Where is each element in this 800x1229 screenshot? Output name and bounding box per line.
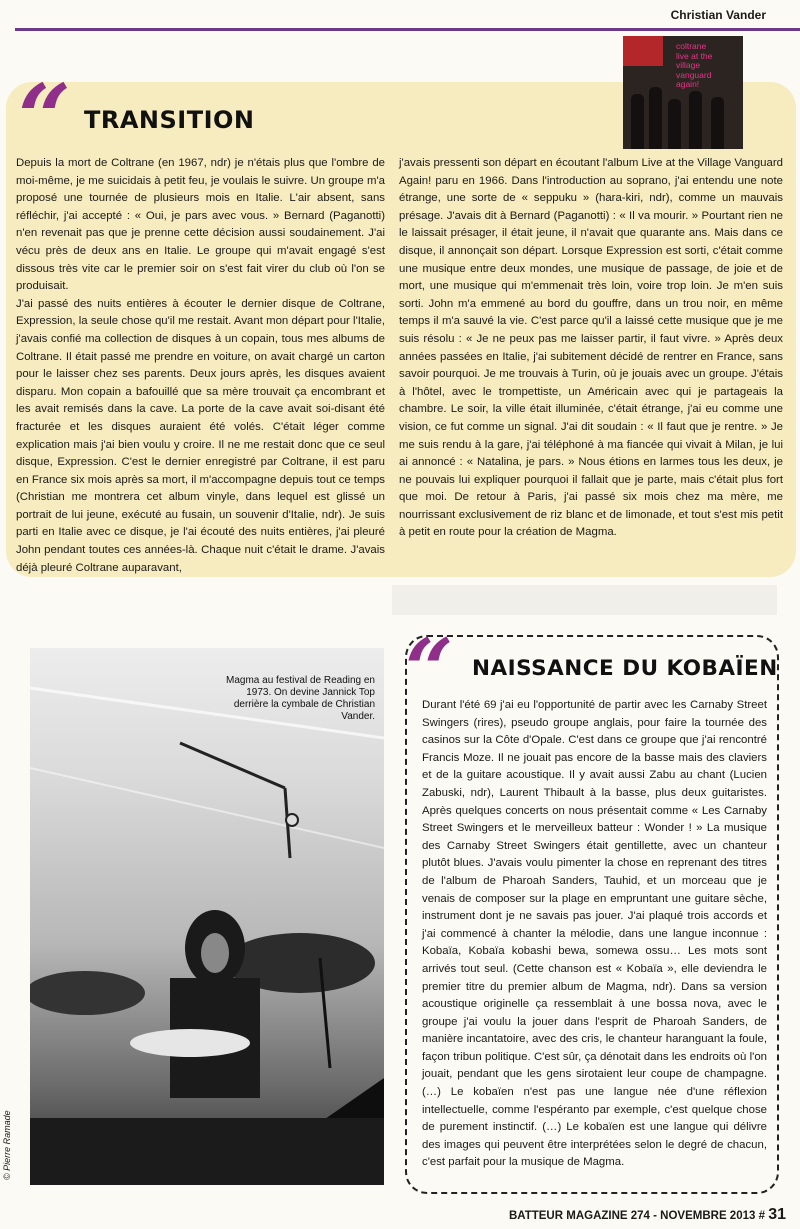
cover-red-block [623,36,663,66]
quote-mark-icon: “ [405,620,454,719]
article-column-1 [16,155,385,577]
photo-caption: Magma au festival de Reading en 1973. On devine Jannick Top derrière la cymbale de Christian Vander. [226,675,375,722]
concert-photo [30,648,384,1185]
header-rule [15,28,800,31]
section-title: TRANSITION [84,106,255,134]
section-title: NAISSANCE DU KOBAÏEN [472,656,778,681]
cover-line: vanguard [676,69,712,80]
magazine-issue: BATTEUR MAGAZINE 274 - NOVEMBRE 2013 # [508,1210,765,1222]
article-column-2 [399,155,783,542]
kobaien-text [422,697,767,1172]
photo-illustration [30,648,384,1185]
cover-figure [668,99,681,149]
paragraph: Durant l'été 69 j'ai eu l'opportunité de partir avec les Carnaby Street Swingers (rires), pseudo groupe anglais, pour faire la tournée des casinos sur la Côte d'Opale. C'est dans ce groupe que j'ai rencontré Francis Moze. Il ne jouait pas encore de la basse mais des claviers et de la guitare acoustique. Il y avait aussi Zabu au chant (Lucien Zabuski, ndr), Laurent Thibault à la basse, plus deux guitaristes. Après quelques concerts on nous présentait comme « Les Carnaby Street Swingers et le merveilleux batteur : Wonder ! » La musique des Carnaby Street Swingers était gentillette, avec un chanteur plutôt blues. J'avais voulu pimenter la chose en reprenant des titres de l'album de Pharoah Sanders, Tauhid, et un morceau que je venais de composer sur la plage en empruntant une guitare sèche, instrument dont je ne savais pas jouer. J'ai plaqué trois accords et j'ai commencé à chanter la mélodie, dans une langue inconnue : Kobaïa, Kobaïa kobashi bewa, somewa ossu… Les mots sont arrivés tout seul. (Cette chanson est « Kobaïa », elle deviendra le premier titre du premier album de Magma, ndr). Dans sa version acoustique originelle ça ressemblait à une bossa nova, avec le groupe j'ai voulu la jouer dans l'esprit de Pharoah Sanders, de manière incantatoire, avec des cris, le chanteur haranguant la foule, façon tribun politique. C'est sûr, ça dénotait dans les endroits où l'on jouait, pendant que les gens sirotaient leur coupe de champagne. (…) Le kobaïen n'est pas une langue née d'une réflexion intellectuelle, comme l'espéranto par exemple, c'est quelque chose de purement instinctif. (…) Le kobaïen est une langue qui délivre des images qui peuvent être interprétées selon le degré de chacun, c'est parfait pour la musique de Magma. [422,699,767,1169]
header-author: Christian Vander [670,8,766,22]
page-number: 31 [768,1206,786,1223]
cover-line: live at the [676,50,713,61]
cover-figure [689,91,702,149]
paragraph: Depuis la mort de Coltrane (en 1967, ndr) je n'étais plus que l'ombre de moi-même, je me suicidais à petit feu, je voulais le suivre. Un groupe m'a proposé une tournée de plusieurs mois en Italie. L'air absent, sans réfléchir, j'ai accepté : « Oui, je pars avec vous. » Bernard (Paganotti) n'en revenait pas que je prenne cette décision aussi soudainement. J'ai vécu près de deux ans en Italie. Le groupe qui m'avait engagé s'est dissous très vite car le premier soir on s'est fait virer du club où l'on se produisait. [16,157,385,293]
photo-credit: © Pierre Ramade [2,1110,12,1180]
faded-background-text [392,585,777,615]
paragraph: J'ai passé des nuits entières à écouter le dernier disque de Coltrane, Expression, la seule chose qu'il me restait. Avant mon départ pour l'Italie, j'avais confié ma collection de disques à un copain, tous mes albums de Coltrane. Il était passé me prendre en voiture, on avait chargé un carton pour le laisser chez ses parents. Deux jours après, les disques avaient disparu. Mon copain a bafouillé que sa mère trouvait ça encombrant et les avait remisés dans la cave. La porte de la cave avait soi-disant été fracturée et les disques auraient été volés. C'était léger comme explication mais j'ai bien voulu y croire. Il ne me restait donc que ce seul disque, Expression. C'est le dernier enregistré par Coltrane, il est paru en France six mois après sa mort, il m'accompagne depuis tout ce temps (Christian me montrera cet album vinyle, dans lequel est glissé un portrait de lui jeune, exécuté au fusain, un souvenir d'Italie, ndr). Je suis parti en Italie avec ce disque, je l'ai écouté des nuits entières, j'ai pleuré John pendant toutes ces années-là. Chaque nuit c'était le drame. J'avais déjà pleuré Coltrane auparavant, [16,297,385,574]
cover-line: again! [676,79,700,89]
cover-line: coltrane [676,41,707,51]
quote-mark-icon: “ [18,64,71,172]
page-footer [509,1206,786,1224]
cover-figure [649,87,662,149]
cover-title [676,42,712,90]
cover-figure [631,94,644,149]
cover-line: village [676,60,701,70]
cover-figure [711,97,724,149]
paragraph: j'avais pressenti son départ en écoutant l'album Live at the Village Vanguard Again! paru en 1966. Dans l'introduction au soprano, j'ai entendu une note étrange, une sorte de « seppuku » (hara-kiri, ndr), comme un mauvais présage. J'avais dit à Bernard (Paganotti) : « Il va mourir. » Pourtant rien ne le laissait présager, il était jeune, il n'avait que quarante ans. Mais dans ce disque, il annonçait son départ. Lorsque Expression est sorti, c'était comme une musique entre deux mondes, une musique de passage, de joie et de mort, une musique qui m'emmenait très loin, voire trop loin. Je m'en suis sorti. John m'a emmené au bord du gouffre, dans un trou noir, en même temps il m'a sauvé la vie. C'est parce qu'il a laissé cette musique que je me suis résolu : « Je ne peux pas me laisser partir, il faut vivre. » Après deux années passées en Italie, j'ai subitement décidé de rentrer en France, sans savoir pourquoi. Je me trouvais à Turin, où je jouais avec un groupe. J'étais à l'hôtel, avec le trompettiste, un Américain avec qui je partageais la chambre. Le soir, la ville était illuminée, c'était étrange, j'ai eu comme une vision, ce fut comme un signal. J'ai dit soudain : « Il faut que je rentre. » Je me suis rendu à la gare, j'ai téléphoné à ma fiancée qui vivait à Milan, je lui ai annoncé : « Natalina, je pars. » Nous étions en larmes tous les deux, je ne pouvais lui expliquer pourquoi il fallait que je parte, mais c'était plus fort que moi. De retour à Paris, j'ai passé six mois chez ma mère, me nourrissant exclusivement de riz blanc et de limonade, et tout s'est mis petit à petit en route pour la création de Magma. [399,157,783,539]
album-cover [623,36,743,149]
